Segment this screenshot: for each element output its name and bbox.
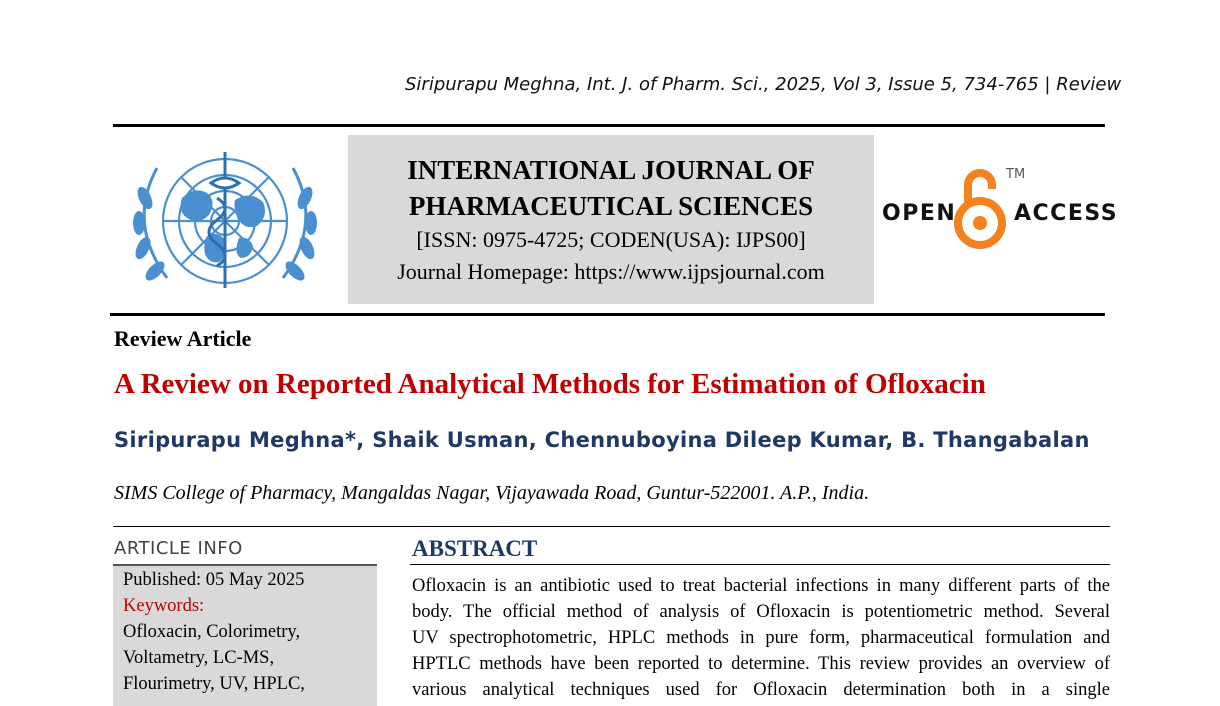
journal-masthead — [348, 135, 874, 304]
open-access-word-access: ACCESS — [1014, 201, 1119, 226]
abstract-heading: ABSTRACT — [412, 536, 538, 561]
keywords-label: Keywords: — [123, 596, 205, 616]
journal-title-line2: PHARMACEUTICAL SCIENCES — [408, 191, 814, 221]
journal-title-line1: INTERNATIONAL JOURNAL OF — [407, 155, 815, 185]
open-lock-icon — [954, 165, 1006, 251]
section-divider — [113, 526, 1110, 527]
article-info-heading: ARTICLE INFO — [114, 538, 243, 559]
keywords-line: Flourimetry, UV, HPLC, — [123, 674, 305, 694]
journal-homepage[interactable]: Journal Homepage: https://www.ijpsjournal.com — [397, 259, 825, 284]
article-title: A Review on Reported Analytical Methods for Estimation of Ofloxacin — [114, 368, 986, 400]
abstract-rule — [410, 564, 1110, 565]
open-access-logo — [880, 165, 1119, 255]
citation-header: Siripurapu Meghna, Int. J. of Pharm. Sci., 2025, Vol 3, Issue 5, 734-765 | Review — [405, 74, 1122, 95]
article-type: Review Article — [114, 326, 252, 351]
masthead-bottom-rule — [110, 313, 1105, 316]
trademark: TM — [1006, 167, 1026, 182]
abstract-body — [412, 573, 1110, 703]
abstract-line: various analytical techniques used for Ofloxacin determination both in a single — [412, 680, 1110, 700]
keywords-line: Voltametry, LC-MS, — [123, 648, 275, 668]
article-authors: Siripurapu Meghna*, Shaik Usman, Chennuboyina Dileep Kumar, B. Thangabalan — [114, 428, 1090, 452]
abstract-line: body. The official method of analysis of Ofloxacin is potentiometric method. Several — [412, 602, 1110, 622]
abstract-line: HPTLC methods have been reported to determine. This review provides an overview of — [412, 654, 1110, 674]
abstract-line: Ofloxacin is an antibiotic used to treat bacterial infections in many different parts of the — [412, 576, 1110, 596]
article-info-box — [113, 566, 377, 706]
journal-issn: [ISSN: 0975-4725; CODEN(USA): IJPS00] — [416, 227, 806, 252]
open-access-word-open: OPEN — [882, 201, 957, 226]
keywords-line: Ofloxacin, Colorimetry, — [123, 622, 301, 642]
top-rule — [113, 124, 1105, 127]
published-date: Published: 05 May 2025 — [123, 570, 305, 590]
article-affiliation: SIMS College of Pharmacy, Mangaldas Nagar, Vijayawada Road, Guntur-522001. A.P., India. — [114, 482, 870, 504]
journal-emblem-icon — [127, 138, 324, 306]
abstract-line: UV spectrophotometric, HPLC methods in pure form, pharmaceutical formulation and — [412, 628, 1110, 648]
